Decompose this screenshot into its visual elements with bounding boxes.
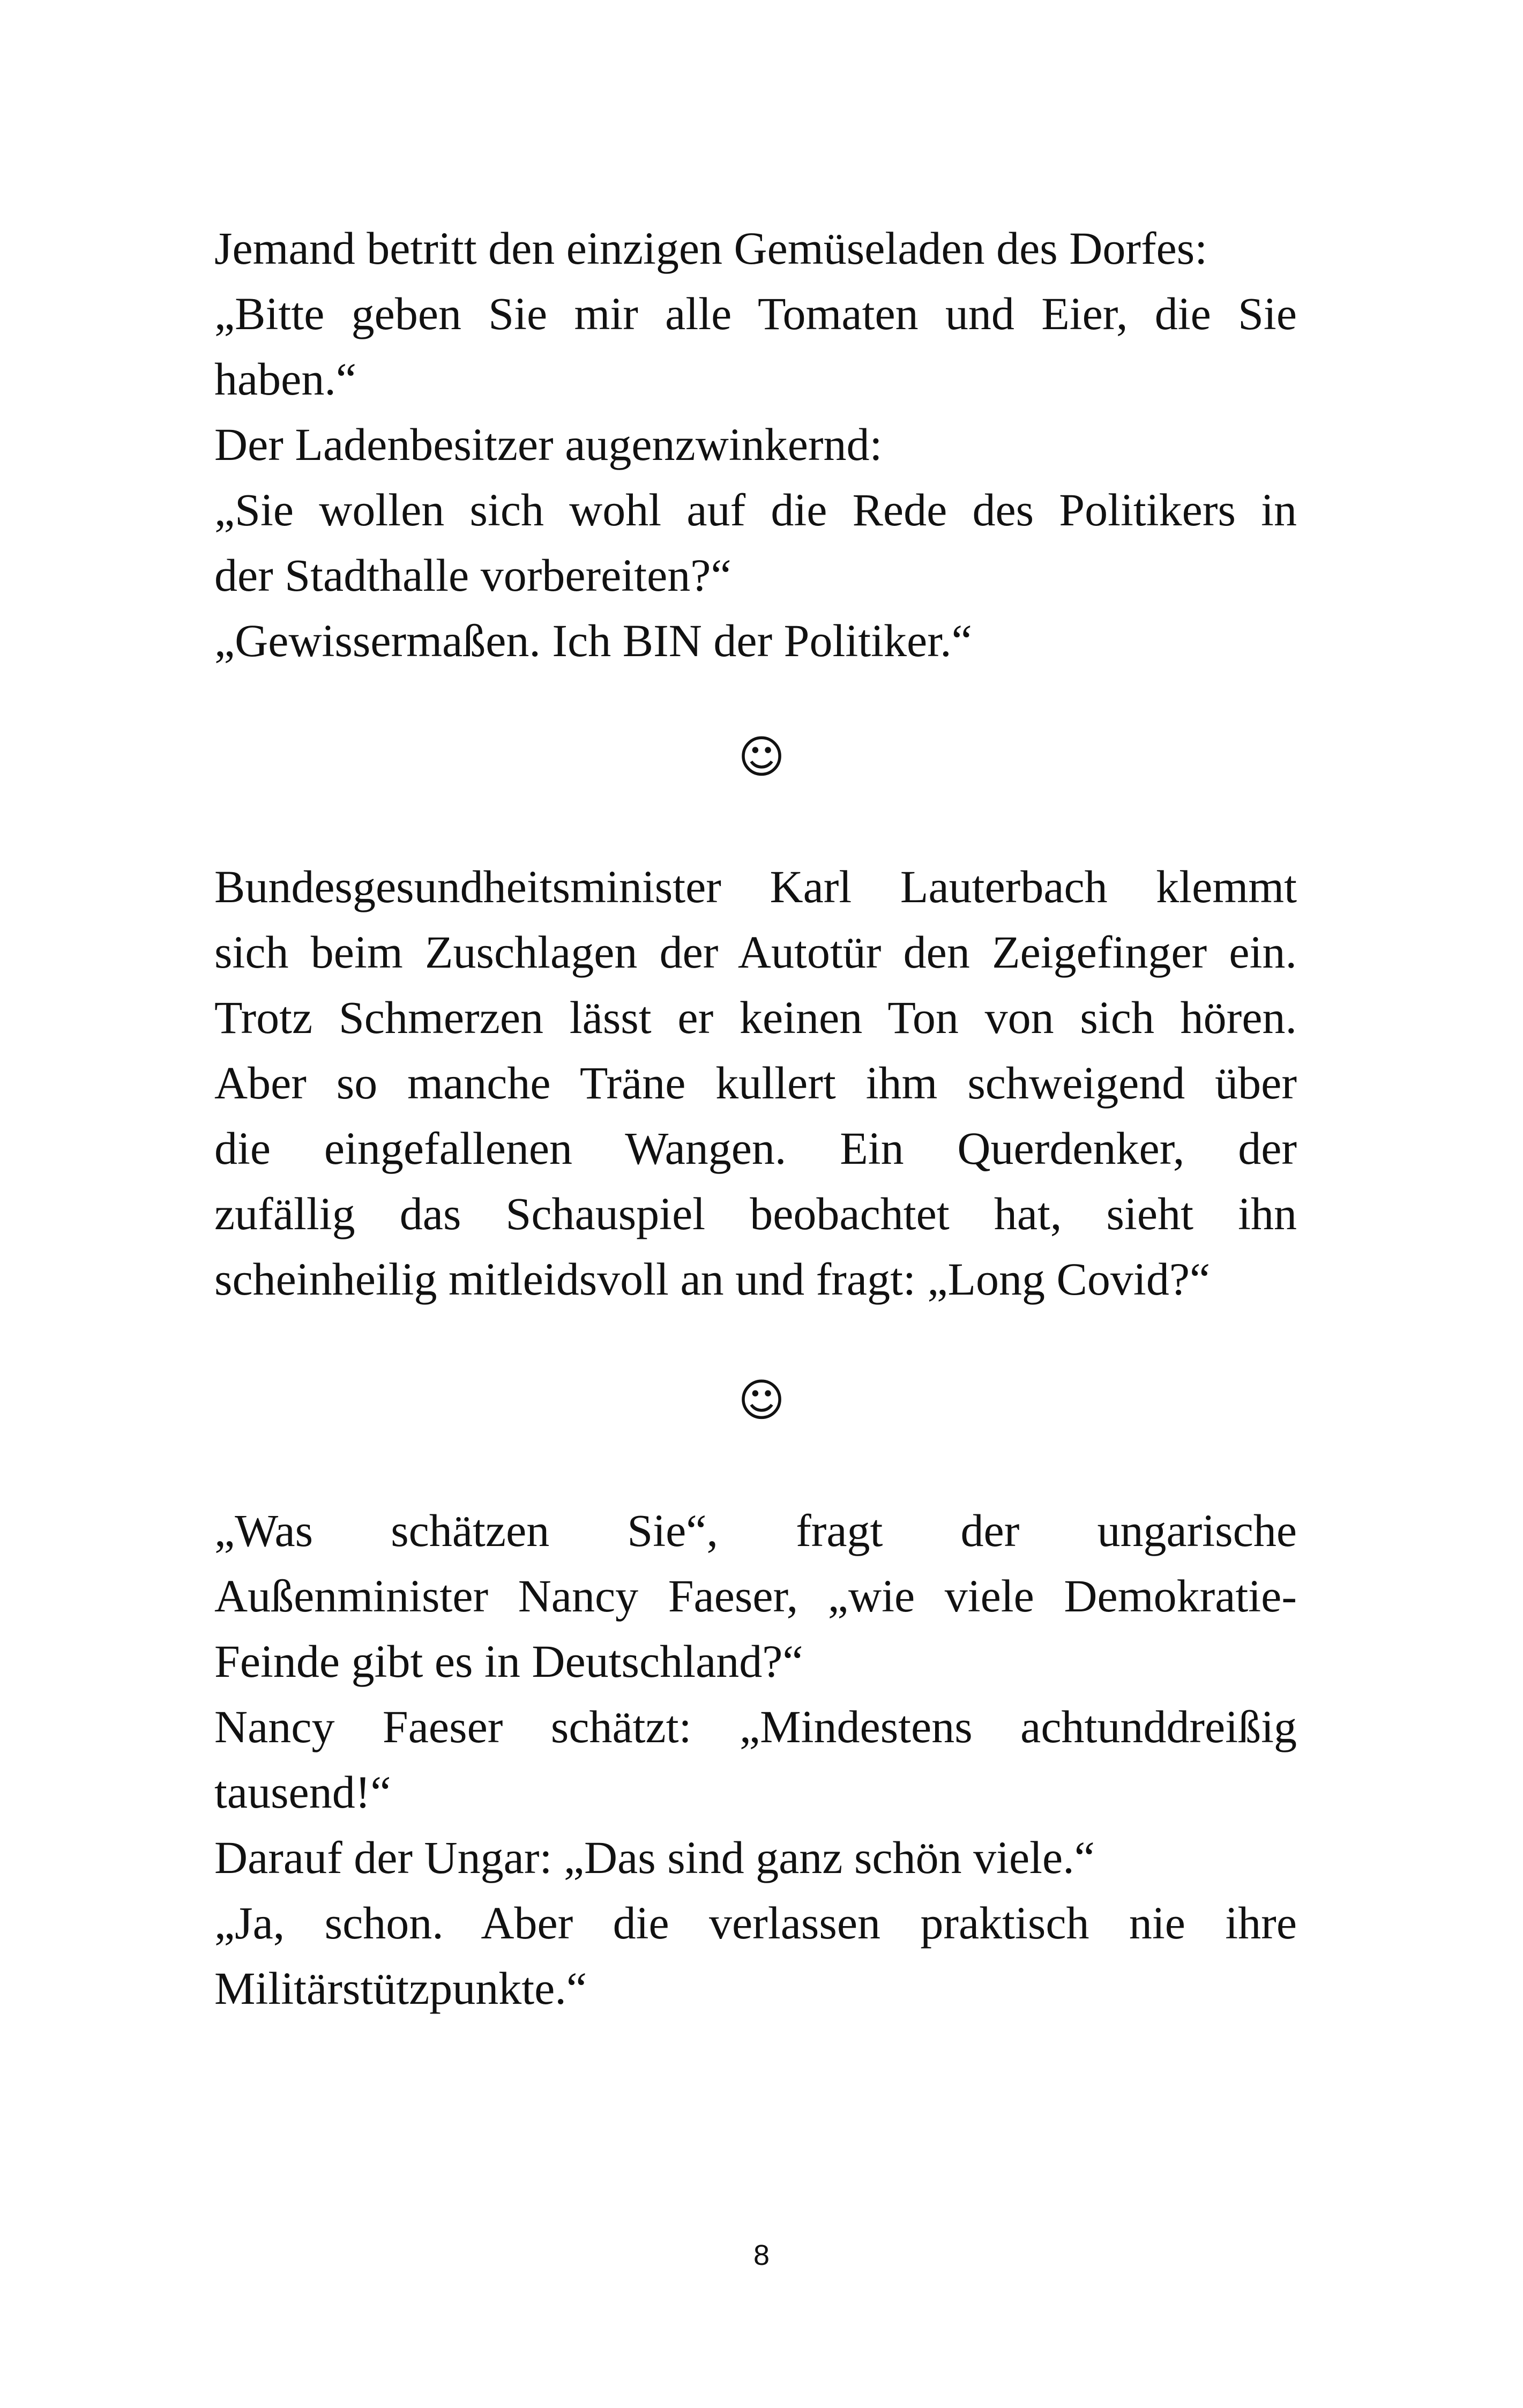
text-line: „Gewissermaßen. Ich BIN der Politiker.“ [214, 615, 972, 666]
smiley-separator-icon: ☺ [738, 731, 785, 783]
text-line: haben.“ [214, 353, 357, 405]
joke-2 [214, 854, 1297, 1312]
text-line: Nancy Faeser schätzt: „Mindestens achtunddreißig [214, 1701, 1297, 1752]
text-line: zufällig das Schauspiel beobachtet hat, sieht ihn [214, 1188, 1297, 1239]
text-line: der Stadthalle vorbereiten?“ [214, 549, 731, 601]
text-line: „Ja, schon. Aber die verlassen praktisch nie ihre [214, 1897, 1297, 1949]
joke-3 [214, 1498, 1297, 2021]
page-number: 8 [753, 2239, 770, 2271]
joke-1 [214, 215, 1297, 673]
text-line: „Sie wollen sich wohl auf die Rede des Politikers in [214, 484, 1297, 536]
text-line: „Was schätzen Sie“, fragt der ungarische [214, 1505, 1297, 1556]
text-line: sich beim Zuschlagen der Autotür den Zeigefinger ein. [214, 926, 1297, 978]
text-line: Militärstützpunkte.“ [214, 1963, 587, 2014]
text-line: tausend!“ [214, 1766, 391, 1818]
text-line: scheinheilig mitleidsvoll an und fragt: „Long Covid?“ [214, 1253, 1211, 1305]
text-line: Jemand betritt den einzigen Gemüseladen des Dorfes: [214, 222, 1208, 274]
text-line: Aber so manche Träne kullert ihm schweigend über [214, 1057, 1297, 1109]
text-line: die eingefallenen Wangen. Ein Querdenker, der [214, 1123, 1297, 1174]
text-line: Außenminister Nancy Faeser, „wie viele Demokratie- [214, 1570, 1297, 1622]
text-line: Der Ladenbesitzer augenzwinkernd: [214, 419, 883, 470]
text-line: „Bitte geben Sie mir alle Tomaten und Eier, die Sie [214, 288, 1297, 339]
smiley-separator-icon: ☺ [738, 1374, 785, 1426]
text-line: Trotz Schmerzen lässt er keinen Ton von sich hören. [214, 992, 1297, 1043]
text-line: Darauf der Ungar: „Das sind ganz schön viele.“ [214, 1832, 1095, 1883]
text-line: Feinde gibt es in Deutschland?“ [214, 1636, 803, 1687]
text-line: Bundesgesundheitsminister Karl Lauterbach klemmt [214, 861, 1297, 912]
